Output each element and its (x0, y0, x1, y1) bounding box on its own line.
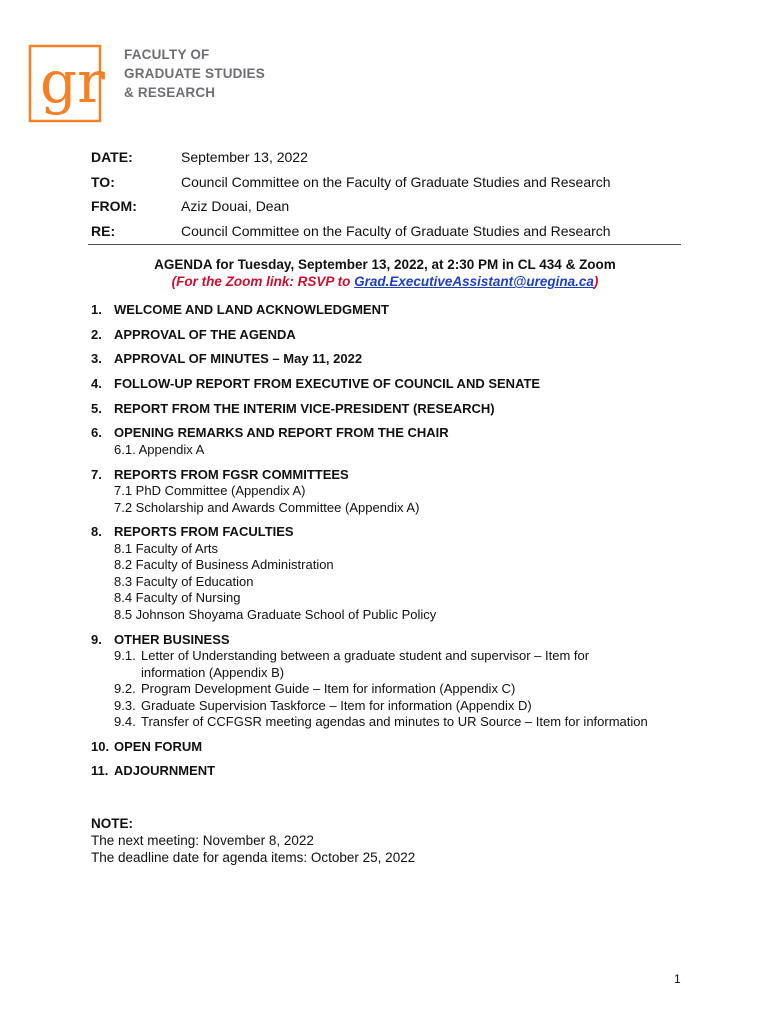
page-number: 1 (674, 972, 681, 986)
agenda-item-title: APPROVAL OF THE AGENDA (114, 326, 296, 342)
memo-header (91, 145, 611, 243)
agenda-subitem-text: Transfer of CCFGSR meeting agendas and minutes to UR Source – Item for information (141, 714, 648, 729)
agenda-item-number: 6. (91, 425, 102, 441)
agenda-subitem-text: Graduate Supervision Taskforce – Item for information (Appendix D) (141, 697, 532, 713)
agenda-item-heading (91, 467, 651, 484)
agenda-item-title: APPROVAL OF MINUTES – May 11, 2022 (114, 351, 363, 367)
agenda-heading (0, 256, 770, 290)
agenda-item-title: OPEN FORUM (114, 738, 203, 754)
header-divider (88, 244, 681, 245)
rsvp-open: (For the Zoom link: RSVP to (171, 274, 355, 289)
faculty-name (124, 45, 265, 102)
agenda-subitem (91, 648, 651, 681)
faculty-name-line: GRADUATE STUDIES (124, 66, 265, 81)
agenda-item (91, 524, 651, 623)
agenda-subitem: 8.1 Faculty of Arts (114, 540, 219, 556)
note-section (91, 815, 415, 866)
agenda-subitem (91, 698, 651, 715)
agenda-item-number: 7. (91, 466, 102, 482)
agenda-subitem-number: 9.2. (114, 681, 136, 696)
agenda-item-heading (91, 327, 651, 344)
agenda-subitem-number: 9.1. (114, 648, 136, 663)
agenda-item-number: 8. (91, 524, 102, 540)
re-label: RE: (91, 222, 116, 239)
agenda-item-title: REPORTS FROM FGSR COMMITTEES (114, 466, 349, 482)
rsvp-line (0, 273, 770, 290)
agenda-subitem: 8.3 Faculty of Education (114, 573, 254, 589)
to-value: Council Committee on the Faculty of Graduate Studies and Research (181, 173, 611, 190)
rsvp-email-link[interactable]: Grad.ExecutiveAssistant@uregina.ca (354, 274, 594, 289)
agenda-item-heading (91, 351, 651, 368)
agenda-item (91, 401, 651, 418)
agenda-item-title: OTHER BUSINESS (114, 631, 230, 647)
memo-date-row (91, 145, 611, 170)
agenda-subitem-text: Program Development Guide – Item for information (Appendix C) (141, 681, 516, 696)
agenda-item-title: REPORT FROM THE INTERIM VICE-PRESIDENT (RESEARCH) (114, 400, 495, 416)
re-value: Council Committee on the Faculty of Graduate Studies and Research (181, 222, 611, 239)
agenda-title: AGENDA for Tuesday, September 13, 2022, at 2:30 PM in CL 434 & Zoom (154, 257, 616, 272)
agenda-item-title: FOLLOW-UP REPORT FROM EXECUTIVE OF COUNCIL AND SENATE (114, 376, 541, 392)
agenda-item-heading (91, 739, 651, 756)
date-label: DATE: (91, 149, 133, 166)
agenda-item-number: 2. (91, 326, 102, 342)
agenda-item (91, 425, 651, 458)
date-value: September 13, 2022 (181, 149, 308, 166)
agenda-subitem: 8.4 Faculty of Nursing (114, 590, 241, 606)
agenda-subitem (91, 714, 651, 731)
agenda-item-title: WELCOME AND LAND ACKNOWLEDGMENT (114, 302, 389, 317)
agenda-item (91, 739, 651, 756)
agenda-item-heading (91, 401, 651, 418)
rsvp-close: ) (593, 274, 599, 289)
agenda-item-title: REPORTS FROM FACULTIES (114, 524, 294, 540)
memo-to-row (91, 170, 611, 195)
svg-text:gr: gr (40, 48, 105, 116)
agenda-subitem: 6.1. Appendix A (114, 441, 205, 457)
agenda-subitem-number: 9.3. (114, 697, 136, 713)
note-heading: NOTE: (91, 816, 133, 831)
agenda-subitem (91, 681, 651, 698)
agenda-deadline: The deadline date for agenda items: October 25, 2022 (91, 850, 416, 865)
agenda-subitem-number: 9.4. (114, 714, 136, 729)
agenda-item-heading (91, 632, 651, 649)
to-label: TO: (91, 173, 115, 190)
agenda-item (91, 327, 651, 344)
agenda-item (91, 351, 651, 368)
agenda-item-title: OPENING REMARKS AND REPORT FROM THE CHAIR (114, 425, 449, 441)
agenda-item-number: 4. (91, 376, 102, 392)
agenda-subitem: 8.2 Faculty of Business Administration (114, 557, 334, 573)
agenda-subitem: 8.5 Johnson Shoyama Graduate School of Public Policy (114, 606, 437, 622)
fgsr-logo (28, 44, 110, 131)
agenda-item-heading (91, 302, 651, 319)
agenda-item-number: 1. (91, 302, 102, 317)
agenda-item-heading (91, 763, 651, 780)
from-label: FROM: (91, 198, 137, 215)
agenda-item-number: 10. (91, 738, 110, 754)
agenda-item-number: 3. (91, 351, 102, 367)
agenda-item-number: 9. (91, 631, 102, 647)
gr-monogram-icon (28, 44, 110, 126)
faculty-name-line: FACULTY OF (124, 47, 210, 62)
agenda-item-number: 5. (91, 400, 102, 416)
agenda-subitem: 7.1 PhD Committee (Appendix A) (114, 483, 306, 499)
agenda-item (91, 632, 651, 731)
agenda-item-heading (91, 524, 651, 541)
memo-re-row (91, 219, 611, 244)
next-meeting: The next meeting: November 8, 2022 (91, 833, 314, 848)
agenda-item-number: 11. (91, 763, 109, 779)
agenda-items (91, 302, 651, 788)
memo-from-row (91, 194, 611, 219)
agenda-subitem-text: Letter of Understanding between a graduate student and supervisor – Item for information (Appendix B) (141, 648, 590, 680)
from-value: Aziz Douai, Dean (181, 198, 290, 215)
faculty-name-line: & RESEARCH (124, 85, 216, 100)
agenda-subitem: 7.2 Scholarship and Awards Committee (Appendix A) (114, 499, 420, 515)
agenda-item-heading (91, 425, 651, 442)
agenda-item (91, 763, 651, 780)
agenda-item-title: ADJOURNMENT (114, 763, 216, 779)
agenda-item (91, 302, 651, 319)
agenda-item-heading (91, 376, 651, 393)
agenda-item (91, 376, 651, 393)
agenda-item (91, 467, 651, 517)
